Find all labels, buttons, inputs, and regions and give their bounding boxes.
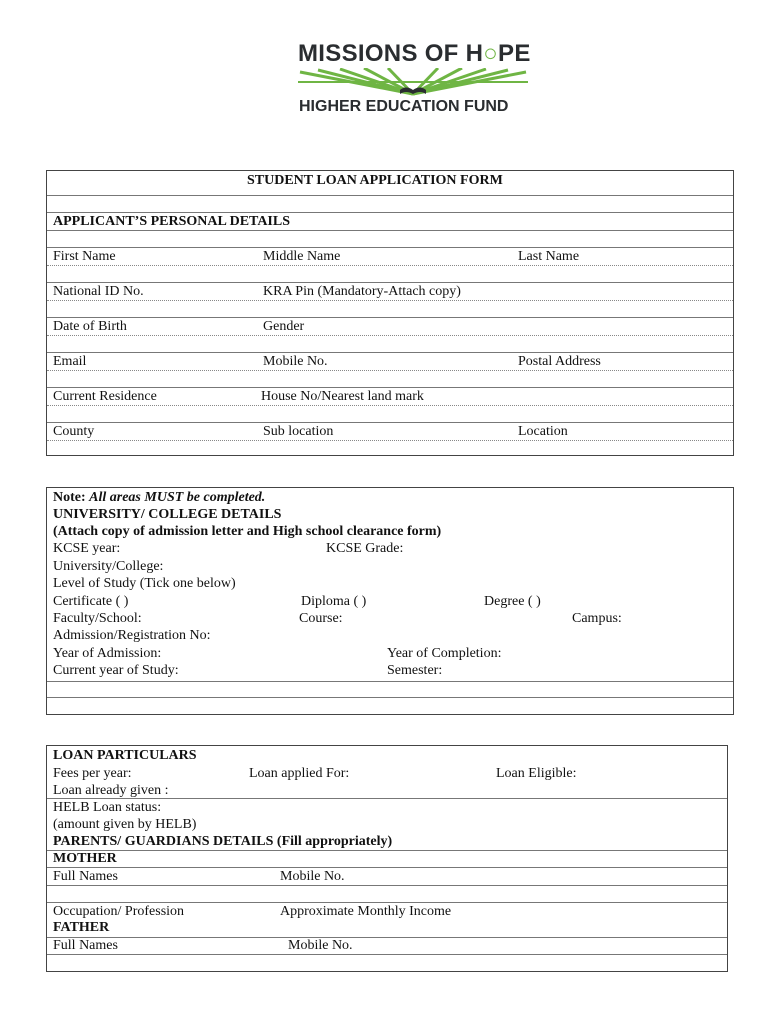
- occupation-label: Occupation/ Profession: [53, 904, 185, 919]
- father-heading: FATHER: [53, 920, 110, 935]
- mother-full-names-label: Full Names: [53, 869, 118, 884]
- diploma-option: Diploma ( ): [301, 594, 367, 609]
- kcse-year-label: KCSE year:: [53, 541, 121, 556]
- loan-eligible-label: Loan Eligible:: [496, 766, 577, 781]
- father-full-names-label: Full Names: [53, 938, 118, 953]
- loan-particulars-heading: LOAN PARTICULARS: [53, 748, 197, 763]
- mobile-label: Mobile No.: [263, 354, 328, 369]
- logo-subtitle: HIGHER EDUCATION FUND: [299, 98, 509, 115]
- form-title: STUDENT LOAN APPLICATION FORM: [247, 173, 503, 188]
- current-year-label: Current year of Study:: [53, 663, 179, 678]
- campus-label: Campus:: [572, 611, 622, 626]
- logo-dove-o: ○: [483, 40, 499, 67]
- mother-heading: MOTHER: [53, 851, 117, 866]
- loan-applied-label: Loan applied For:: [249, 766, 350, 781]
- last-name-label: Last Name: [518, 249, 580, 264]
- mother-mobile-label: Mobile No.: [280, 869, 345, 884]
- location-label: Location: [518, 424, 568, 439]
- postal-address-label: Postal Address: [518, 354, 601, 369]
- sunrise-book-icon: [298, 68, 528, 96]
- level-of-study-label: Level of Study (Tick one below): [53, 576, 236, 591]
- course-label: Course:: [299, 611, 343, 626]
- note-line: Note: All areas MUST be completed.: [53, 490, 266, 505]
- personal-details-table: [46, 170, 734, 456]
- current-residence-label: Current Residence: [53, 389, 157, 404]
- admission-no-label: Admission/Registration No:: [53, 628, 211, 643]
- degree-option: Degree ( ): [484, 594, 541, 609]
- middle-name-label: Middle Name: [263, 249, 341, 264]
- semester-label: Semester:: [387, 663, 443, 678]
- national-id-label: National ID No.: [53, 284, 144, 299]
- county-label: County: [53, 424, 95, 439]
- helb-status-label: HELB Loan status:: [53, 800, 162, 815]
- education-details-table: [46, 487, 734, 715]
- faculty-label: Faculty/School:: [53, 611, 142, 626]
- fees-per-year-label: Fees per year:: [53, 766, 132, 781]
- attach-instruction: (Attach copy of admission letter and High school clearance form): [53, 524, 442, 539]
- sub-location-label: Sub location: [263, 424, 334, 439]
- university-details-heading: UNIVERSITY/ COLLEGE DETAILS: [53, 507, 282, 522]
- year-of-completion-label: Year of Completion:: [387, 646, 502, 661]
- loan-parents-table: [46, 745, 728, 972]
- house-no-label: House No/Nearest land mark: [261, 389, 424, 404]
- logo-wordmark: MISSIONS OF H○PE: [298, 40, 531, 67]
- loan-already-given-label: Loan already given :: [53, 783, 169, 798]
- monthly-income-label: Approximate Monthly Income: [280, 904, 452, 919]
- helb-amount-label: (amount given by HELB): [53, 817, 197, 832]
- university-label: University/College:: [53, 559, 164, 574]
- parents-heading: PARENTS/ GUARDIANS DETAILS (Fill appropriately): [53, 834, 393, 849]
- gender-label: Gender: [263, 319, 305, 334]
- year-of-admission-label: Year of Admission:: [53, 646, 162, 661]
- kra-pin-label: KRA Pin (Mandatory-Attach copy): [263, 284, 461, 299]
- date-of-birth-label: Date of Birth: [53, 319, 127, 334]
- email-label: Email: [53, 354, 87, 369]
- first-name-label: First Name: [53, 249, 116, 264]
- missions-of-hope-logo: [298, 40, 530, 118]
- personal-details-heading: APPLICANT’S PERSONAL DETAILS: [53, 214, 291, 229]
- father-mobile-label: Mobile No.: [288, 938, 353, 953]
- certificate-option: Certificate ( ): [53, 594, 129, 609]
- kcse-grade-label: KCSE Grade:: [326, 541, 404, 556]
